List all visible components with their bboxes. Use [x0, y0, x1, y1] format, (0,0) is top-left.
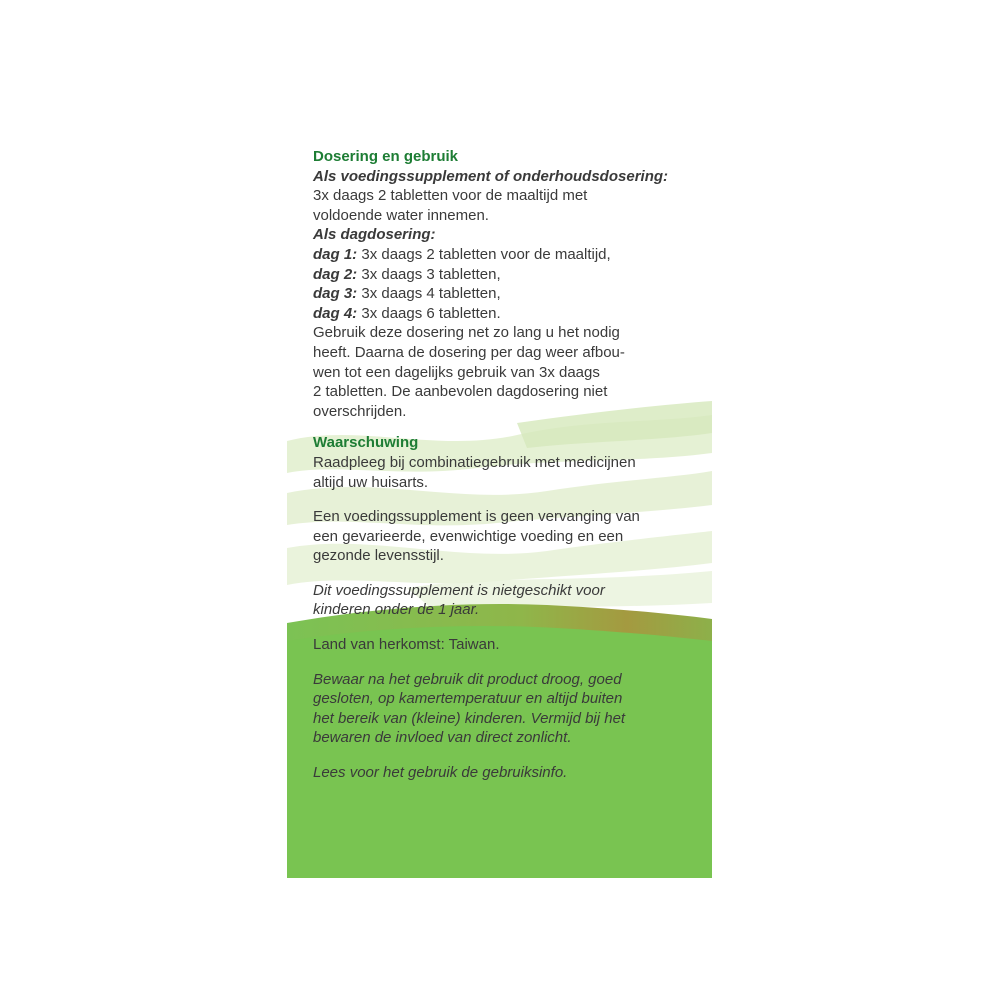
read-info-line: Lees voor het gebruik de gebruiksinfo.: [313, 764, 568, 782]
consult-line: altijd uw huisarts.: [313, 473, 429, 491]
label-text: [313, 147, 708, 783]
day-row: [313, 245, 708, 265]
day-row: [313, 284, 708, 304]
storage-line: het bereik van (kleine) kinderen. Vermijd bij het: [313, 709, 626, 727]
storage-line: bewaren de invloed van direct zonlicht.: [313, 729, 572, 747]
usage-line: wen tot een dagelijks gebruik van 3x daags: [313, 363, 600, 381]
warning-heading: Waarschuwing: [313, 434, 419, 452]
product-info-panel: [287, 123, 712, 878]
maintenance-line: voldoende water innemen.: [313, 206, 489, 224]
day-label: dag 2:: [313, 265, 358, 283]
day-label: dag 3:: [313, 285, 358, 303]
day-row: [313, 265, 708, 285]
usage-line: heeft. Daarna de dosering per dag weer afbou-: [313, 343, 625, 361]
storage-line: Bewaar na het gebruik dit product droog, goed: [313, 670, 622, 688]
children-line: kinderen onder de 1 jaar.: [313, 601, 480, 619]
day-label: dag 4:: [313, 304, 358, 322]
children-line: Dit voedingssupplement is nietgeschikt voor: [313, 581, 605, 599]
day-text: 3x daags 3 tabletten,: [357, 265, 501, 283]
supplement-line: gezonde levensstijl.: [313, 547, 444, 565]
origin-line: Land van herkomst: Taiwan.: [313, 636, 500, 654]
supplement-line: een gevarieerde, evenwichtige voeding en een: [313, 527, 624, 545]
usage-line: 2 tabletten. De aanbevolen dagdosering niet: [313, 383, 608, 401]
day-row: [313, 304, 708, 324]
maintenance-line: 3x daags 2 tabletten voor de maaltijd met: [313, 187, 588, 205]
dosage-heading: Dosering en gebruik: [313, 148, 459, 165]
maintenance-label: Als voedingssupplement of onderhoudsdosering:: [313, 167, 669, 185]
usage-line: overschrijden.: [313, 402, 407, 420]
consult-line: Raadpleeg bij combinatiegebruik met medicijnen: [313, 453, 636, 471]
storage-line: gesloten, op kamertemperatuur en altijd buiten: [313, 690, 623, 708]
day-label: dag 1:: [313, 245, 358, 263]
day-text: 3x daags 6 tabletten.: [357, 304, 501, 322]
day-text: 3x daags 4 tabletten,: [357, 285, 501, 303]
usage-line: Gebruik deze dosering net zo lang u het nodig: [313, 324, 620, 342]
day-text: 3x daags 2 tabletten voor de maaltijd,: [357, 245, 611, 263]
daily-label: Als dagdosering:: [313, 226, 436, 244]
supplement-line: Een voedingssupplement is geen vervanging van: [313, 508, 640, 526]
